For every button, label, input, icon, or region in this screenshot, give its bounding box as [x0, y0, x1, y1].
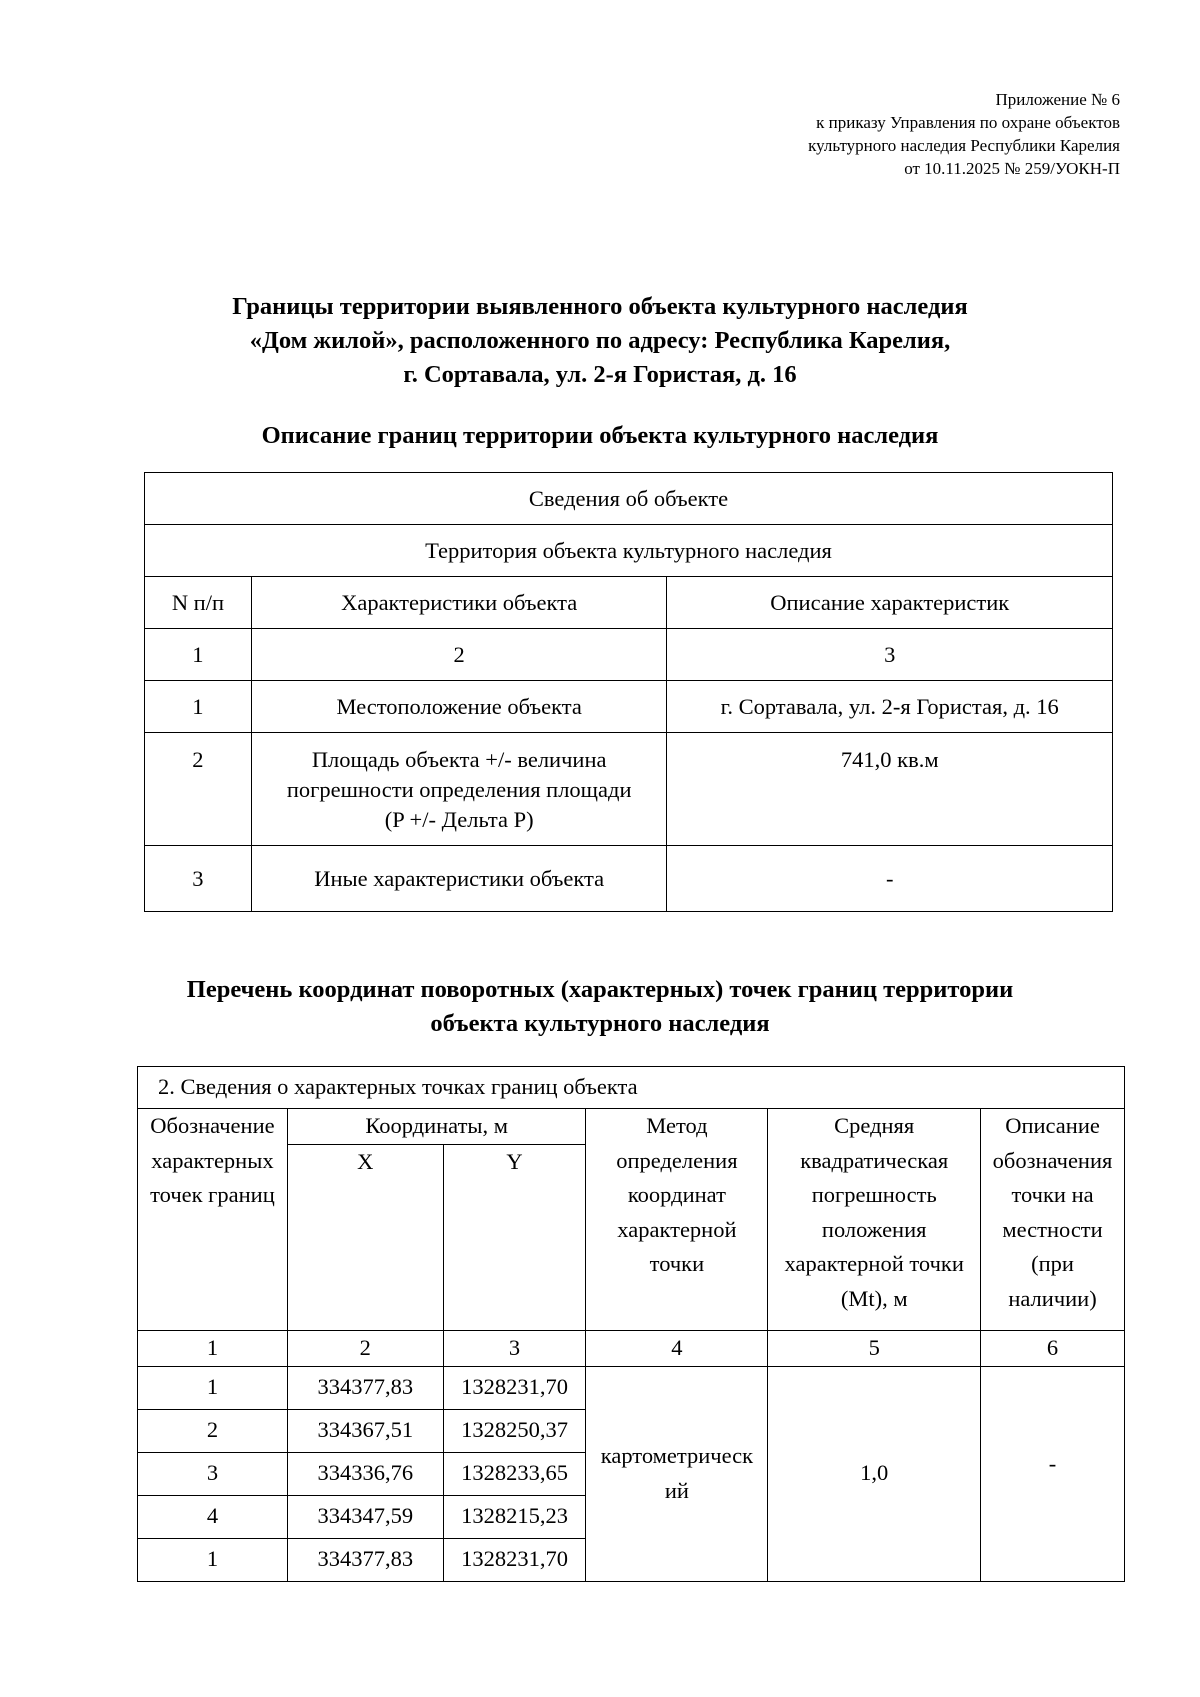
point-x: 334377,83 [287, 1366, 443, 1409]
table-row [145, 681, 1113, 733]
header-line: местности [1002, 1216, 1103, 1242]
characteristic: Местоположение объекта [251, 681, 667, 733]
column-header-y: Y [443, 1145, 586, 1331]
header-line: (при [1031, 1251, 1074, 1276]
point-id: 4 [138, 1495, 288, 1538]
header-line: характерной точки [784, 1251, 964, 1276]
point-y: 1328233,65 [443, 1452, 586, 1495]
table-caption: 2. Сведения о характерных точках границ объекта [138, 1067, 1125, 1109]
coordinates-table [137, 1066, 1125, 1582]
title-line: Границы территории выявленного объекта культурного наследия [232, 293, 968, 320]
table-header: Сведения об объекте [145, 473, 1113, 525]
characteristic-line: (P +/- Дельта P) [384, 807, 534, 832]
header-line: Обозначение [150, 1113, 275, 1138]
section-title-coordinates [0, 973, 1200, 1041]
characteristic: Иные характеристики объекта [251, 846, 667, 912]
header-line: погрешность [811, 1182, 937, 1207]
characteristic-line: Площадь объекта +/- величина [311, 747, 607, 772]
table-row [145, 733, 1113, 846]
point-x: 334377,83 [287, 1538, 443, 1581]
point-id: 1 [138, 1366, 288, 1409]
point-id: 3 [138, 1452, 288, 1495]
point-description-value: - [981, 1366, 1125, 1581]
section-title-line: Перечень координат поворотных (характерных) точек границ территории [186, 976, 1014, 1003]
header-line: характерных [151, 1147, 274, 1173]
header-line: от 10.11.2025 № 259/УОКН-П [904, 159, 1120, 178]
header-line: определения [616, 1147, 738, 1173]
row-number: 1 [145, 681, 252, 733]
point-y: 1328231,70 [443, 1366, 586, 1409]
error-value: 1,0 [768, 1366, 981, 1581]
object-info-table [144, 472, 1113, 912]
header-line: обозначения [992, 1147, 1113, 1173]
method-line: ий [664, 1477, 689, 1503]
column-header: N п/п [145, 577, 252, 629]
characteristic-line: погрешности определения площади [286, 777, 632, 802]
header-line: характерной [617, 1216, 737, 1242]
column-header: Характеристики объекта [251, 577, 667, 629]
column-number: 4 [586, 1331, 768, 1367]
table-header: Территория объекта культурного наследия [145, 525, 1113, 577]
header-line: положения [821, 1216, 927, 1242]
column-header-method [586, 1109, 768, 1331]
header-line: координат [627, 1182, 726, 1207]
column-number: 1 [138, 1331, 288, 1367]
column-number: 1 [145, 629, 252, 681]
method-line: картометрическ [600, 1443, 754, 1468]
table-row [138, 1366, 1125, 1409]
header-line: точек границ [150, 1182, 275, 1207]
header-line: наличии) [1008, 1285, 1097, 1311]
point-x: 334367,51 [287, 1409, 443, 1452]
header-line: точки на [1011, 1182, 1094, 1207]
header-line: к приказу Управления по охране объектов [816, 113, 1120, 132]
column-number: 3 [443, 1331, 586, 1367]
characteristic-description: 741,0 кв.м [667, 733, 1113, 846]
header-line: Средняя [834, 1113, 915, 1138]
row-number: 3 [145, 846, 252, 912]
document-title [0, 290, 1200, 392]
characteristic-description: - [667, 846, 1113, 912]
column-header-point-description [981, 1109, 1125, 1331]
characteristic [251, 733, 667, 846]
point-y: 1328231,70 [443, 1538, 586, 1581]
column-header-coordinates: Координаты, м [287, 1109, 586, 1145]
header-line: культурного наследия Республики Карелия [808, 136, 1120, 155]
column-number: 6 [981, 1331, 1125, 1367]
header-line: (Mt), м [840, 1285, 908, 1311]
header-line: квадратическая [800, 1147, 949, 1173]
point-id: 2 [138, 1409, 288, 1452]
column-number: 2 [251, 629, 667, 681]
header-line: точки [649, 1251, 705, 1276]
header-line: Описание [1005, 1113, 1100, 1138]
method-value [586, 1366, 768, 1581]
header-line: Приложение № 6 [995, 90, 1120, 109]
point-y: 1328215,23 [443, 1495, 586, 1538]
point-x: 334347,59 [287, 1495, 443, 1538]
column-header-designation [138, 1109, 288, 1331]
section-title-description: Описание границ территории объекта культурного наследия [261, 422, 939, 449]
column-number: 2 [287, 1331, 443, 1367]
title-line: г. Сортавала, ул. 2-я Гористая, д. 16 [403, 361, 797, 388]
point-x: 334336,76 [287, 1452, 443, 1495]
table-row [145, 846, 1113, 912]
title-line: «Дом жилой», расположенного по адресу: Республика Карелия, [249, 327, 951, 354]
column-number: 5 [768, 1331, 981, 1367]
column-header-error [768, 1109, 981, 1331]
section-title-line: объекта культурного наследия [430, 1010, 770, 1037]
column-header: Описание характеристик [667, 577, 1113, 629]
header-line: Метод [646, 1113, 708, 1138]
point-id: 1 [138, 1538, 288, 1581]
column-header-x: X [287, 1145, 443, 1331]
row-number: 2 [145, 733, 252, 846]
column-number: 3 [667, 629, 1113, 681]
point-y: 1328250,37 [443, 1409, 586, 1452]
characteristic-description: г. Сортавала, ул. 2-я Гористая, д. 16 [667, 681, 1113, 733]
approval-header [808, 88, 1120, 180]
